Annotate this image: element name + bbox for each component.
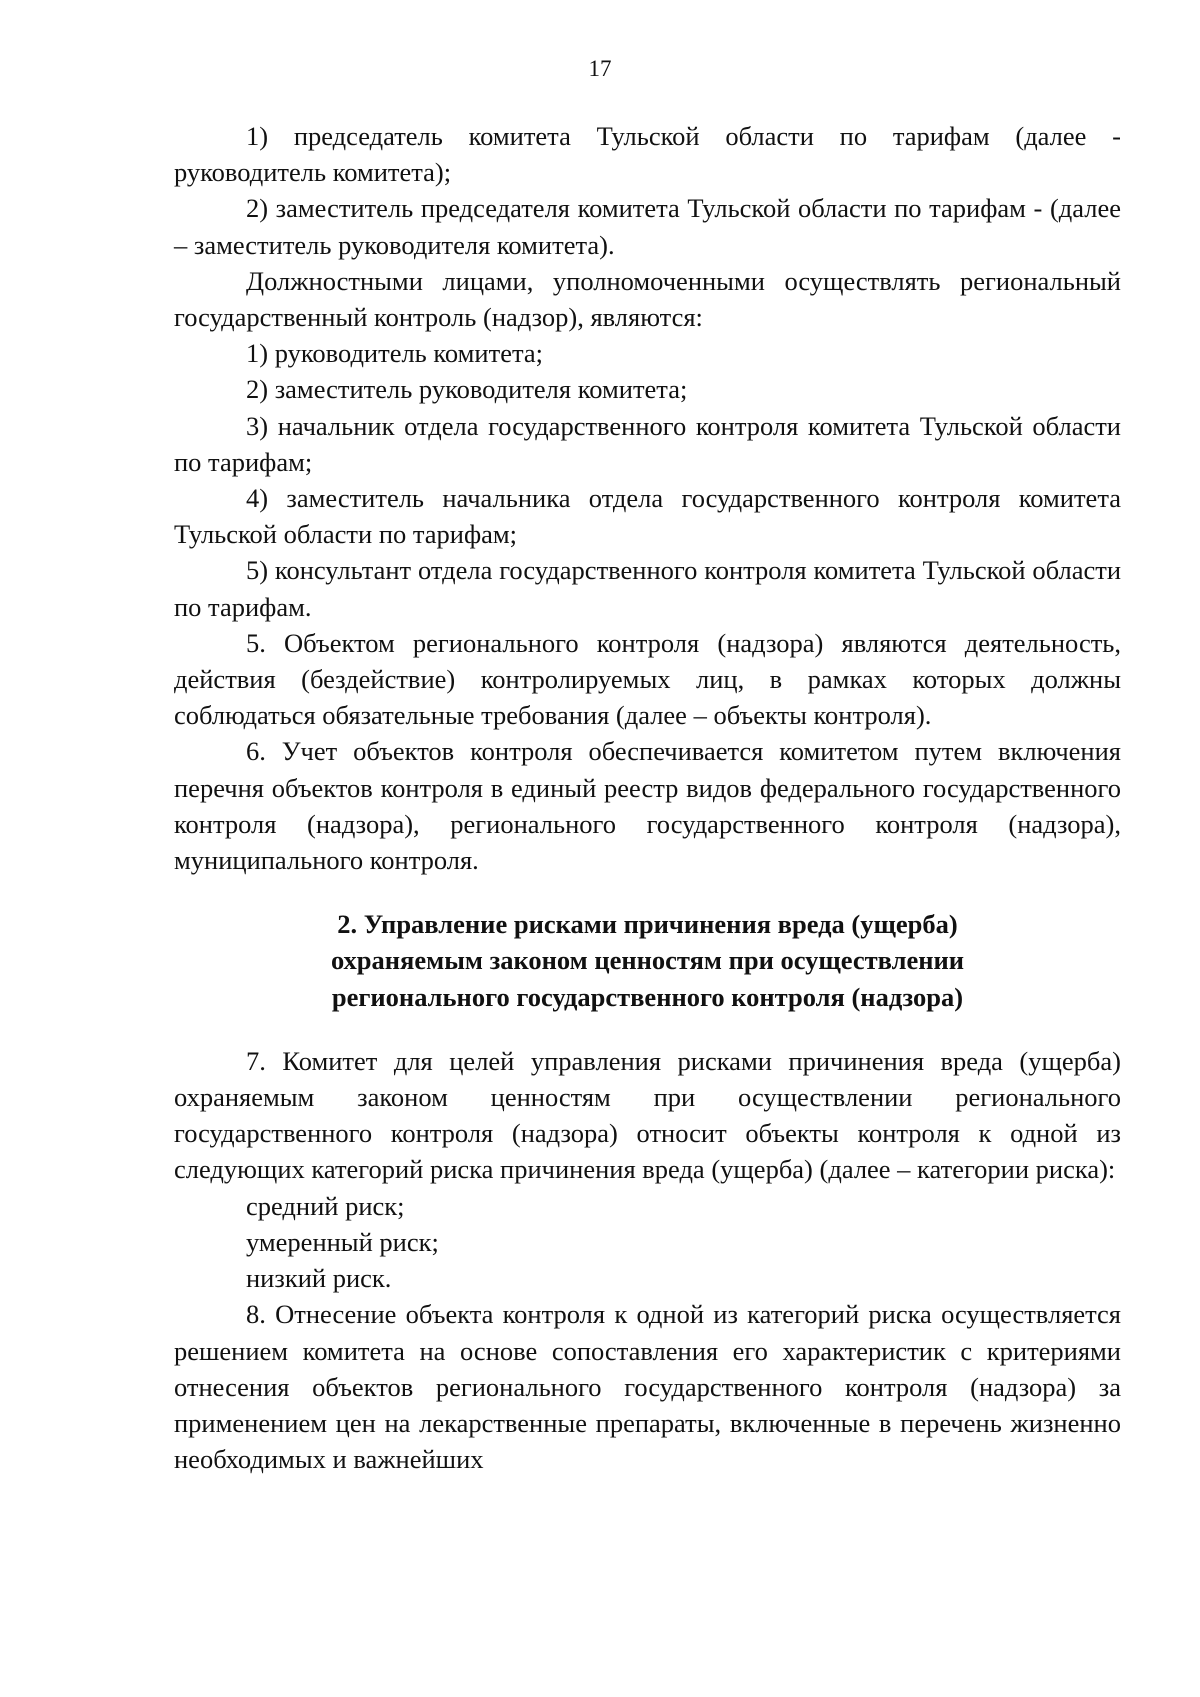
paragraph: 5. Объектом регионального контроля (надзора) являются деятельность, действия (бездействие) контролируемых лиц, в рамках которых должны соблюдаться обязательные требования (далее – объекты контроля). [174, 627, 1121, 731]
list-item: средний риск; [246, 1190, 405, 1221]
paragraph: 8. Отнесение объекта контроля к одной из категорий риска осуществляется решением комитета на основе сопоставления его характеристик с критериями отнесения объектов регионального государственного контроля (надзора) за применением цен на лекарственные препараты, включенные в перечень жизненно необходимых и важнейших [174, 1299, 1121, 1475]
list-item: низкий риск. [246, 1263, 392, 1294]
section-heading-line: 2. Управление рисками причинения вреда (ущерба) [337, 909, 958, 940]
section-heading-line: регионального государственного контроля (надзора) [331, 981, 964, 1012]
list-item: 2) заместитель руководителя комитета; [246, 374, 688, 405]
list-item: 4) заместитель начальника отдела государственного контроля комитета Тульской области по тарифам; [174, 483, 1121, 550]
list-item: 5) консультант отдела государственного контроля комитета Тульской области по тарифам. [174, 555, 1121, 622]
page-number: 17 [588, 56, 612, 81]
list-item: умеренный риск; [246, 1226, 439, 1257]
document-body [174, 118, 1121, 1477]
section-heading [174, 906, 1121, 1015]
section-heading-line: охраняемым законом ценностям при осуществлении [330, 945, 965, 976]
paragraph: 6. Учет объектов контроля обеспечивается комитетом путем включения перечня объектов контроля в единый реестр видов федерального государственного контроля (надзора), регионального государственного контроля (надзора), муниципального контроля. [174, 736, 1121, 876]
paragraph: 2) заместитель председателя комитета Тульской области по тарифам - (далее – заместитель руководителя комитета). [174, 193, 1121, 260]
list-item: 3) начальник отдела государственного контроля комитета Тульской области по тарифам; [174, 410, 1121, 477]
paragraph: 1) председатель комитета Тульской области по тарифам (далее - руководитель комитета); [174, 121, 1121, 188]
list-item: 1) руководитель комитета; [246, 338, 543, 369]
paragraph: 7. Комитет для целей управления рисками причинения вреда (ущерба) охраняемым законом ценностям при осуществлении регионального государственного контроля (надзора) относит объекты контроля к одной из следующих категорий риска причинения вреда (ущерба) (далее – категории риска): [174, 1045, 1121, 1185]
paragraph: Должностными лицами, уполномоченными осуществлять региональный государственный контроль (надзор), являются: [174, 265, 1121, 333]
